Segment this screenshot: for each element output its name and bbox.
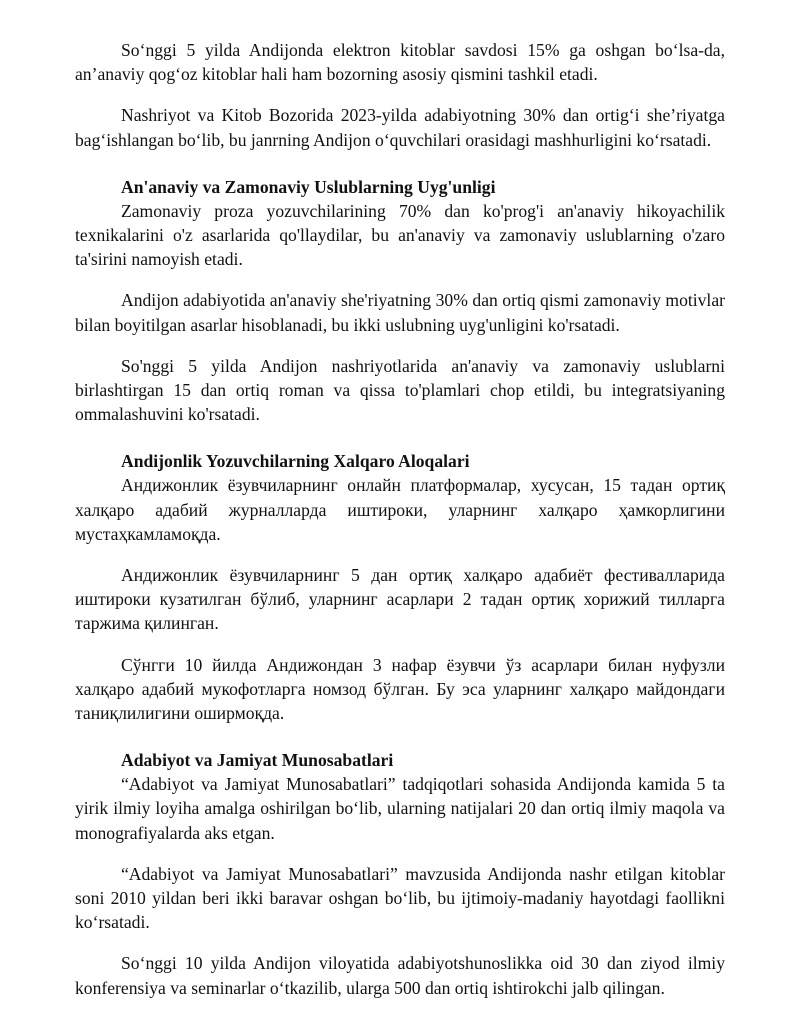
section-paragraph: Сўнгги 10 йилда Андижондан 3 нафар ёзувчи ўз асарлари билан нуфузли халқаро адабий мукофотларга номзод бўлган. Бу эса уларнинг халқаро майдондаги таниқлилигини оширмоқда. bbox=[75, 654, 725, 724]
intro-paragraph-2: Nashriyot va Kitob Bozorida 2023-yilda adabiyotning 30% dan ortig‘i she’riyatga bag‘ishlangan bo‘lib, bu janrning Andijon o‘quvchilari orasidagi mashhurligini ko‘rsatadi. bbox=[75, 105, 725, 150]
section-paragraph: “Adabiyot va Jamiyat Munosabatlari” mavzusida Andijonda nashr etilgan kitoblar soni 2010 yildan beri ikki baravar oshgan bo‘lib, bu ijtimoiy-madaniy hayotdagi faollikni ko‘rsatadi. bbox=[75, 863, 725, 933]
section-heading: Andijonlik Yozuvchilarning Xalqaro Aloqalari bbox=[121, 451, 470, 472]
document-page bbox=[75, 38, 725, 1017]
section-international-relations bbox=[75, 449, 725, 725]
section-paragraph: “Adabiyot va Jamiyat Munosabatlari” tadqiqotlari sohasida Andijonda kamida 5 ta yirik ilmiy loyiha amalga oshirilgan bo‘lib, ularning natijalari 20 dan ortiq ilmiy maqola va monografiyalarda aks etgan. bbox=[75, 774, 725, 843]
section-paragraph: Андижонлик ёзувчиларнинг 5 дан ортиқ халқаро адабиёт фестивалларида иштироки кузатилган бўлиб, уларнинг асарлари 2 тадан ортиқ хорижий тилларга таржима қилинган. bbox=[75, 565, 725, 634]
section-paragraph: Андижонлик ёзувчиларнинг онлайн платформалар, хусусан, 15 тадан ортиқ халқаро адабий журналларда иштироки, уларнинг халқаро ҳамкорлигини мустаҳкамламоқда. bbox=[75, 475, 725, 544]
section-paragraph: Zamonaviy proza yozuvchilarining 70% dan ko'prog'i an'anaviy hikoyachilik texnikalarini o'z asarlarida qo'llaydilar, bu an'anaviy va zamonaviy uslublarning o'zaro ta'sirini namoyish etadi. bbox=[75, 200, 725, 270]
section-heading: Adabiyot va Jamiyat Munosabatlari bbox=[121, 750, 394, 771]
section-literature-society bbox=[75, 748, 725, 1000]
section-paragraph: Andijon adabiyotida an'anaviy she'riyatning 30% dan ortiq qismi zamonaviy motivlar bilan boyitilgan asarlar hisoblanadi, bu ikki uslubning uyg'unligini ko'rsatadi. bbox=[75, 290, 725, 335]
section-paragraph: So‘nggi 10 yilda Andijon viloyatida adabiyotshunoslikka oid 30 dan ziyod ilmiy konferensiya va seminarlar o‘tkazilib, ularga 500 dan ortiq ishtirokchi jalb qilingan. bbox=[75, 953, 725, 998]
intro-paragraph-1: So‘nggi 5 yilda Andijonda elektron kitoblar savdosi 15% ga oshgan bo‘lsa-da, an’anaviy qog‘oz kitoblar hali ham bozorning asosiy qismini tashkil etadi. bbox=[75, 40, 725, 85]
section-heading: An'anaviy va Zamonaviy Uslublarning Uyg'unligi bbox=[121, 176, 496, 197]
section-paragraph: So'nggi 5 yilda Andijon nashriyotlarida an'anaviy va zamonaviy uslublarni birlashtirgan 15 dan ortiq roman va qissa to'plamlari chop etildi, bu integratsiyaning ommalashuvini ko'rsatadi. bbox=[75, 355, 725, 425]
section-traditional-modern bbox=[75, 175, 725, 427]
